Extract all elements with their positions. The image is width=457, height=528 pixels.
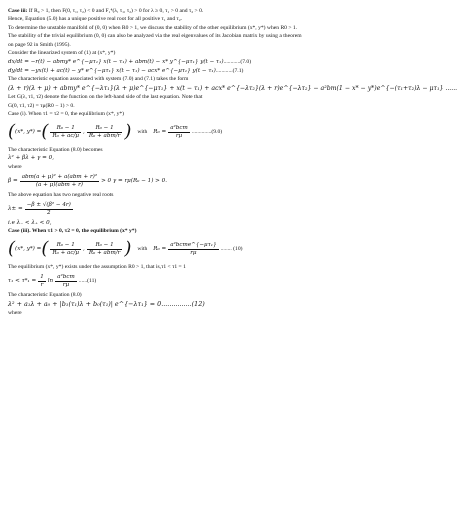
fraction-denominator: R₀ + ac/μ xyxy=(52,133,80,140)
char8-equation: λ² + βλ + γ = 0, xyxy=(8,155,54,162)
fraction xyxy=(87,242,122,257)
equation-7-0-body: dx/dt = −r(t) − abmy* e^{−μτ₁} x(t − τ₁) + abm(t) − x* y^{−μτ₁} y(t − τ₁) xyxy=(8,59,224,66)
open-paren-icon: ( xyxy=(8,121,16,143)
roots-lhs: λ± = xyxy=(8,205,23,212)
equation-7-1-body: dy/dt = −yx(t) + ac(t) − y* e^{−μτ₁} x(t − τ₁) − acx* e^{−μτ₁} y(t − τ₁) xyxy=(8,67,216,74)
fraction-denominator: (a + μ)(abm + r) xyxy=(35,181,83,188)
beta-rest: > 0 γ = rμ(R₀ − 1) > 0. xyxy=(101,177,167,184)
paragraph-line: on page 92 in Smith (1995). xyxy=(8,41,71,48)
equation-7-1 xyxy=(8,68,396,75)
fraction-numerator: R₀ − 1 xyxy=(50,125,81,133)
open-paren-icon: ( xyxy=(41,238,49,260)
paragraph-line: Consider the linearized system of (1) at (x*, y*) xyxy=(8,50,116,57)
equation-tag: ......(11) xyxy=(78,277,97,284)
equation-12: λ² + a₁λ + a₀ + |b₁(τ₁)λ + b₀(τ₁)| e^{−λτ₁} = 0...............(12) xyxy=(8,300,205,309)
fraction-denominator: 2 xyxy=(46,209,51,216)
fraction-denominator: rμ xyxy=(175,133,183,140)
fraction-denominator: R₀ + ac/μ xyxy=(52,250,80,257)
char8-intro: The characteristic Equation (8.0) becomes xyxy=(8,146,103,153)
where-label: where xyxy=(8,310,22,317)
paragraph-line: To determine the unstable manifold of (0, 0) when R0 > 1, we discuss the stability of the other equilibrium (x*, y*) when R0 > 1. xyxy=(8,24,298,31)
equation-7-0 xyxy=(8,59,396,66)
equation-7-1-tag: ............(7.1) xyxy=(215,67,244,74)
ln-text: ln xyxy=(47,277,54,284)
with-word: with xyxy=(137,246,148,253)
fraction-numerator: R₀ − 1 xyxy=(87,125,122,133)
fraction-numerator: a²bcme^{−μτ₁} xyxy=(170,242,217,249)
fraction xyxy=(50,125,81,140)
char-equation: (λ + r)(λ + μ) + abmy* e^{−λτ₁}(λ + μ)e^{−μτ₁} + x(t − τ₁) + acx* e^{−λτ₂}(λ + r)e^{−λτ₂} − a²bm(1 − x* − y*)e^{−(τ₁+τ₂)λ − μτ₁} ...... xyxy=(8,84,457,92)
fraction-numerator: R₀ − 1 xyxy=(87,242,122,250)
equation-7-0-tag: ............(7.0) xyxy=(223,59,252,66)
fraction xyxy=(87,125,122,140)
r0-lhs: R₀ = xyxy=(153,129,167,136)
roots-equation xyxy=(8,202,396,217)
fraction-numerator: R₀ − 1 xyxy=(50,242,81,250)
case-iii-paragraph xyxy=(8,8,396,15)
r0-lhs: R₀ = xyxy=(153,246,167,253)
eq11-lhs: τ₁ < τ*₁ = xyxy=(8,277,37,284)
fraction xyxy=(50,242,81,257)
fraction-denominator: R₀ + abm/r xyxy=(88,250,121,257)
equation-11 xyxy=(8,274,396,289)
equation-10: ( (x*, y*) = ( $\frac{\text{R₀ − 1}}{\text{R₀ + ac/μ}}$ , $\frac{\text{R₀ − 1}}{\text{R₀ + abm/r}}$ ) with R₀ = $\frac{\text{a²bcme\textasciicircum{}\{−μτ₁\}}}{r\mu}$ ........ (10) xyxy=(8,238,243,260)
equation-tag: ........ (10) xyxy=(220,246,243,253)
close-paren-icon: ) xyxy=(124,121,132,143)
case-iii-text xyxy=(8,228,396,235)
equation-tag: ..............(9.0) xyxy=(191,129,223,136)
eq10-lhs: (x*, y*) = xyxy=(15,246,42,253)
paragraph-line: The stability of the trivial equilibrium (0, 0) can also be analyzed via the real eigenvalues of its Jacobian matrix by using a theorem xyxy=(8,33,302,40)
fraction xyxy=(168,125,190,140)
paragraph-line: Hence, Equation (5.0) has a unique positive real root for all positive τ₁ and τ₂. xyxy=(8,16,183,23)
case-i-text: Case (i). When τ1 = τ2 = 0, the equilibrium (x*, y*) xyxy=(8,111,125,118)
two-roots-text: The above equation has two negative real roots xyxy=(8,191,114,198)
exists-text: The equilibrium (x*, y*) exists under the assumption R0 > 1, that is,τ1 < τ1 = 1 xyxy=(8,263,186,270)
fraction-numerator: a²bcm xyxy=(57,273,75,280)
with-word: with xyxy=(137,129,148,136)
case-iii-text: If R₀ > 1, then F(0, τ₁, τ₂) < 0 and F₁⁴(λ, τ₁, τ₂) > 0 for λ ≥ 0, τ₁ > 0 and τ₂ > 0. xyxy=(27,7,204,14)
case-iii-label: Case iii: xyxy=(8,7,28,14)
fraction-numerator: 1 xyxy=(40,273,44,280)
fraction xyxy=(25,202,73,217)
open-paren-icon: ( xyxy=(41,121,49,143)
char80-text: The characteristic Equation (8.0) xyxy=(8,291,82,298)
let-g-text: Let G(λ, τ1, τ2) denote the function on the left-hand side of the last equation. Note that xyxy=(8,94,203,101)
fraction xyxy=(20,174,99,189)
equation-9: ( (x*, y*) = ( $\frac{\text{R₀ − 1}}{\text{R₀ + ac/μ}}$ , $\frac{\text{R₀ − 1}}{\text{R₀ + abm/r}}$ ) with R₀ = $\frac{\text{a²bcm}}{r\mu}$ ..............(9.0) xyxy=(8,121,223,143)
fraction-numerator: a²bcm xyxy=(170,125,188,132)
where-label: where xyxy=(8,163,22,170)
fraction xyxy=(38,274,46,289)
eq9-lhs: (x*, y*) = xyxy=(15,129,42,136)
fraction xyxy=(168,242,218,257)
fraction-denominator: rμ xyxy=(190,250,197,257)
char-eq-intro: The characteristic equation associated with system (7.0) and (7.1) takes the form xyxy=(8,76,189,83)
g-value: G(0, τ1, τ2) = τμ(R0 − 1) > 0. xyxy=(8,102,75,109)
beta-equation xyxy=(8,174,396,189)
fraction-denominator: rμ xyxy=(62,281,70,288)
ie-text: i.e λ₋ < λ₊ < 0, xyxy=(8,219,52,226)
fraction-numerator: −β ± √(β² − 4r) xyxy=(26,201,71,208)
beta-lhs: β = xyxy=(8,177,18,184)
fraction-denominator: r xyxy=(40,281,44,288)
fraction xyxy=(55,274,77,289)
fraction-numerator: abm(a + μ)² + a(abm + r)² xyxy=(21,173,98,180)
open-paren-icon: ( xyxy=(8,238,16,260)
close-paren-icon: ) xyxy=(124,238,132,260)
fraction-denominator: R₀ + abm/r xyxy=(88,133,121,140)
case-iii-heading: Case (iii). When τ1 > 0, τ2 = 0, the equilibrium (x* y*) xyxy=(8,228,137,235)
